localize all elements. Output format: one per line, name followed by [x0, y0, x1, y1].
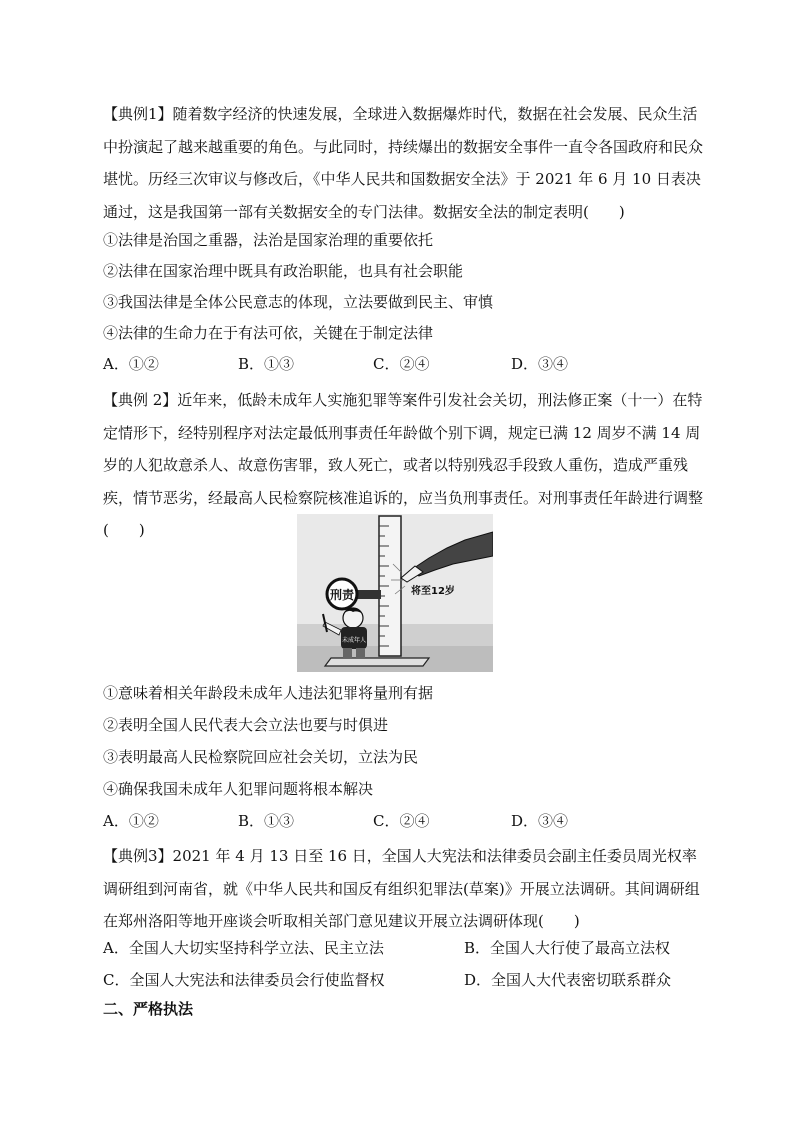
- example3-choice-b: B．全国人大行使了最高立法权: [464, 939, 671, 957]
- example3-choice-c: C．全国人大宪法和法律委员会行使监督权: [103, 971, 385, 989]
- example1-choices: [103, 354, 568, 374]
- example2-choice-b: B．①③: [238, 812, 295, 830]
- example1-statement-2: ②法律在国家治理中既具有政治职能，也具有社会职能: [103, 262, 464, 280]
- example2-statement-3: ③表明最高人民检察院回应社会关切，立法为民: [103, 748, 419, 766]
- example3-choices-row2: [103, 970, 671, 990]
- example2-choice-c: C．②④: [373, 812, 430, 830]
- example1-text: 【典例1】随着数字经济的快速发展，全球进入数据爆炸时代，数据在社会发展、民众生活中扮演起了越来越重要的角色。与此同时，持续爆出的数据安全事件一直令各国政府和民众堪忧。历经三次审议与修改后，《中华人民共和国数据安全法》于 2021 年 6 月 10 日表决通过，这是我国第一部有关数据安全的专门法律。数据安全法的制定表明( ): [103, 105, 704, 221]
- example3-choices-row1: [103, 938, 670, 958]
- example2-choice-a: A．①②: [103, 812, 159, 830]
- cartoon-arrow-label: 将至12岁: [411, 586, 455, 597]
- example1-statement-1: ①法律是治国之重器，法治是国家治理的重要依托: [103, 231, 434, 249]
- example1-choice-c: C．②④: [373, 355, 430, 373]
- example2-choices: [103, 811, 568, 831]
- example2-statement-4: ④确保我国未成年人犯罪问题将根本解决: [103, 780, 374, 798]
- example3-choice-a: A．全国人大切实坚持科学立法、民主立法: [103, 939, 384, 957]
- example2-text: 【典例 2】近年来，低龄未成年人实施犯罪等案件引发社会关切，刑法修正案（十一）在特定情形下，经特别程序对法定最低刑事责任年龄做个别下调，规定已满 12 周岁不满 14 周岁的人犯故意杀人、故意伤害罪，致人死亡，或者以特别残忍手段致人重伤，造成严重残疾，情节恶劣，经最高人民检察院核准追诉的，应当负刑事责任。对刑事责任年龄进行调整( ): [103, 391, 704, 539]
- cartoon-illustration: [297, 514, 493, 672]
- example1-statement-4: ④法律的生命力在于有法可依，关键在于制定法律: [103, 324, 434, 342]
- example1-choice-b: B．①③: [238, 355, 295, 373]
- cartoon-image: [297, 514, 493, 672]
- cartoon-shirt-label: 未成年人: [341, 637, 367, 644]
- example2-choice-d: D．③④: [511, 812, 569, 830]
- example3-text: 【典例3】2021 年 4 月 13 日至 16 日，全国人大宪法和法律委员会副主任委员周光权率调研组到河南省，就《中华人民共和国反有组织犯罪法(草案)》开展立法调研。其间调研组在郑州洛阳等地开座谈会听取相关部门意见建议开展立法调研体现( ): [103, 847, 700, 930]
- example2-statement-2: ②表明全国人民代表大会立法也要与时俱进: [103, 716, 389, 734]
- example1-statement-3: ③我国法律是全体公民意志的体现，立法要做到民主、审慎: [103, 293, 494, 311]
- section-heading: 二、严格执法: [103, 1000, 194, 1018]
- example1-choice-a: A．①②: [103, 355, 159, 373]
- cartoon-sign-label: 刑责: [329, 588, 355, 602]
- example1-choice-d: D．③④: [511, 355, 569, 373]
- example2-statement-1: ①意味着相关年龄段未成年人违法犯罪将量刑有据: [103, 684, 434, 702]
- example3-choice-d: D．全国人大代表密切联系群众: [464, 971, 672, 989]
